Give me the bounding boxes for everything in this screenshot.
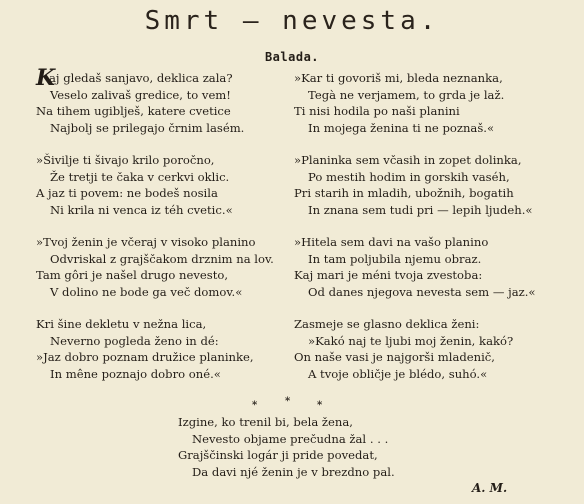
verse-line: »Hitela sem davi na vašo planino [294, 235, 489, 249]
verse-line: Ti nisi hodila po naši planini [294, 104, 460, 118]
verse-line: Od danes njegova nevesta sem — jaz.« [308, 284, 536, 299]
verse-line [36, 65, 286, 91]
verse-line: Najbolj se prilegajo črnim lasém. [50, 120, 245, 135]
verse-line: V dolino ne bode ga več domov.« [50, 284, 243, 299]
verse-line: »Planinka sem včasih in zopet dolinka, [294, 153, 522, 167]
verse-line: Kaj mari je méni tvoja zvestoba: [294, 268, 483, 282]
asterism-separator [0, 396, 584, 410]
verse-line: Odvriskal z grajščakom drznim na lov. [50, 251, 274, 266]
star-ornament: * [285, 396, 291, 407]
verse-line: Tegà ne verjamem, to grda je laž. [308, 87, 505, 102]
stanza-left-2 [36, 152, 286, 234]
stanza-left-3 [36, 234, 286, 316]
stanza-right-2 [294, 152, 554, 234]
verse-line-text: aj gledaš sanjavo, deklica zala? [49, 71, 233, 85]
verse-line: Nevesto objame prečudna žal . . . [192, 431, 389, 446]
verse-line: Veselo zalivaš gredice, to vem! [50, 87, 231, 102]
poem-subtitle: Balada. [264, 50, 320, 64]
final-stanza [178, 414, 438, 480]
verse-line: »Kar ti govoriš mi, bleda neznanka, [294, 71, 503, 85]
verse-line: Ni krila ni venca iz téh cvetic.« [50, 202, 233, 217]
author-signature: A. M. [472, 481, 508, 495]
verse-line: Kri šine dekletu v nežna lica, [36, 317, 207, 331]
verse-line: Tam gôri je našel drugo nevesto, [36, 268, 229, 282]
verse-line: Po mestih hodim in gorskih vaséh, [308, 169, 510, 184]
verse-line: In znana sem tudi pri — lepih ljudeh.« [308, 202, 533, 217]
verse-line: Izgine, ko trenil bi, bela žena, [178, 415, 353, 429]
verse-line: »Kakó naj te ljubi moj ženin, kakó? [308, 333, 514, 348]
verse-line: In mêne poznajo dobro oné.« [50, 366, 221, 381]
verse-line: Zasmeje se glasno deklica ženi: [294, 317, 480, 331]
left-column [36, 65, 286, 398]
verse-line: In mojega ženina ti ne poznaš.« [308, 120, 495, 135]
verse-line: »Jaz dobro poznam družice planinke, [36, 350, 254, 364]
star-ornament: * [317, 400, 323, 411]
poem-title: Smrt — nevesta. [144, 6, 440, 36]
drop-cap: K [36, 65, 56, 91]
right-column [294, 70, 554, 398]
star-ornament: * [252, 400, 258, 411]
stanza-left-4 [36, 316, 286, 398]
verse-line: Neverno pogleda ženo in dé: [50, 333, 219, 348]
stanza-right-3 [294, 234, 554, 316]
verse-line: A jaz ti povem: ne bodeš nosila [36, 186, 218, 200]
verse-line: »Tvoj ženin je včeraj v visoko planino [36, 235, 256, 249]
verse-line: Pri starih in mladih, ubožnih, bogatih [294, 186, 514, 200]
verse-line: »Šivilje ti šivajo krilo poročno, [36, 153, 215, 167]
stanza-left-1 [36, 65, 286, 152]
verse-line: On naše vasi je najgorši mladenič, [294, 350, 495, 364]
verse-line: Grajščinski logár ji pride povedat, [178, 448, 378, 462]
stanza-right-4 [294, 316, 554, 398]
verse-line: Da davi njé ženin je v brezdno pal. [192, 464, 395, 479]
verse-line: Že tretji te čaka v cerkvi oklic. [50, 169, 230, 184]
verse-line: Na tihem ugibljеš, katere cvetice [36, 104, 231, 118]
verse-line: In tam poljubila njemu obraz. [308, 251, 482, 266]
stanza-right-1 [294, 70, 554, 152]
verse-line: A tvoje obličje je blédo, suhó.« [308, 366, 488, 381]
